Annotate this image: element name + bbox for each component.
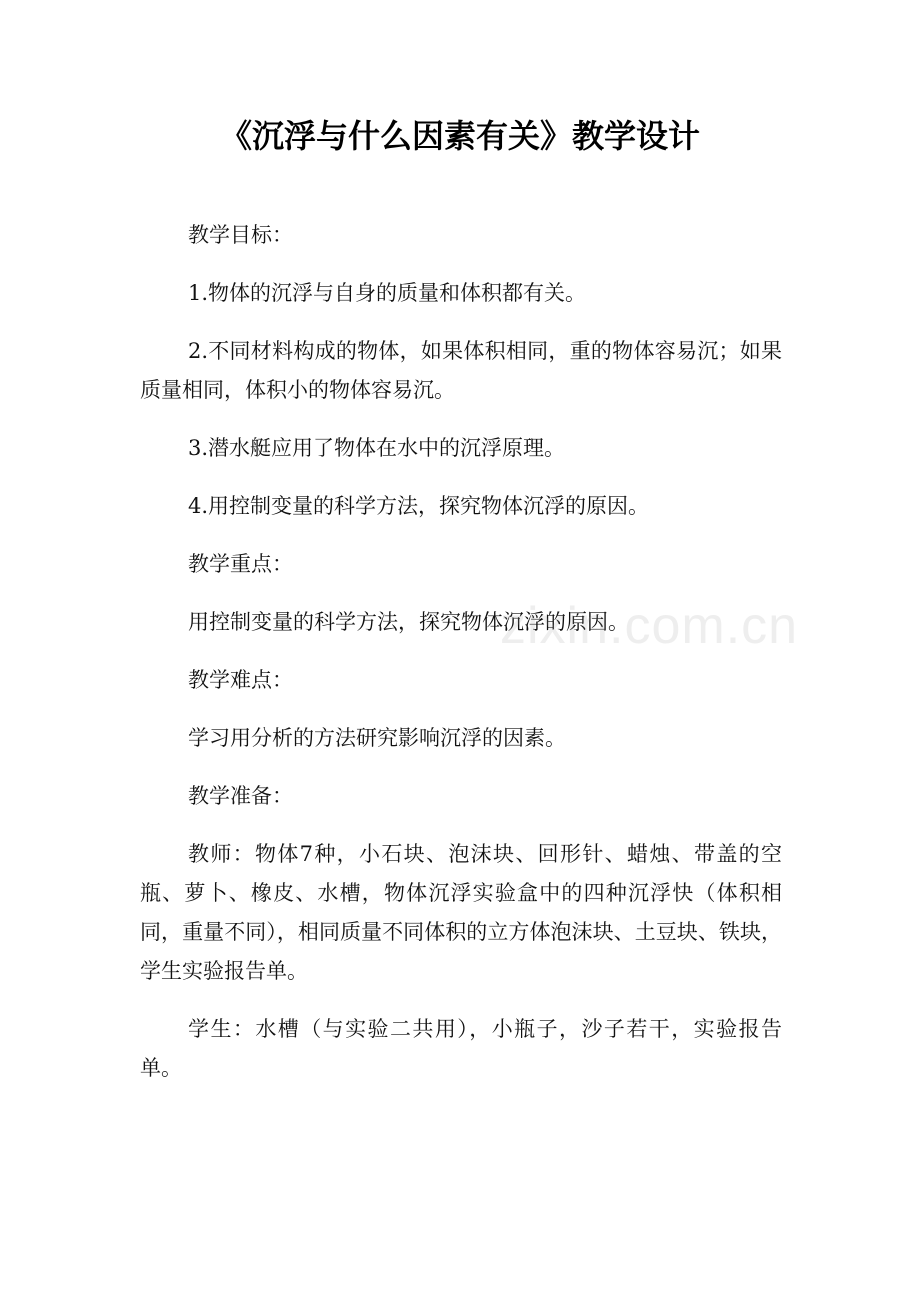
key-points-text: 用控制变量的科学方法，探究物体沉浮的原因。 [188, 610, 629, 634]
heading-key-points: 教学重点： [188, 552, 293, 576]
document-title: 《沉浮与什么因素有关》教学设计 [219, 117, 700, 155]
difficulties-text: 学习用分析的方法研究影响沉浮的因素。 [188, 726, 566, 750]
teacher-preparation: 教师：物体7种，小石块、泡沫块、回形针、蜡烛、带盖的空瓶、萝卜、橡皮、水槽，物体沉浮实验盒中的四种沉浮快（体积相同，重量不同），相同质量不同体积的立方体泡沫块、土豆块、铁块，学生实验报告单。 [140, 842, 782, 983]
objective-2: 2.不同材料构成的物体，如果体积相同，重的物体容易沉；如果质量相同，体积小的物体容易沉。 [140, 339, 782, 402]
heading-objectives: 教学目标： [188, 223, 293, 247]
heading-difficulties: 教学难点： [188, 668, 293, 692]
heading-preparation: 教学准备： [188, 784, 293, 808]
student-preparation: 学生：水槽（与实验二共用），小瓶子，沙子若干，实验报告单。 [140, 1017, 782, 1080]
document-body [140, 216, 782, 1107]
objective-3: 3.潜水艇应用了物体在水中的沉浮原理。 [188, 436, 566, 460]
objective-4: 4.用控制变量的科学方法，探究物体沉浮的原因。 [188, 494, 650, 518]
objective-1: 1.物体的沉浮与自身的质量和体积都有关。 [188, 281, 587, 305]
watermark-text: zixin.com.cn [500, 597, 799, 655]
